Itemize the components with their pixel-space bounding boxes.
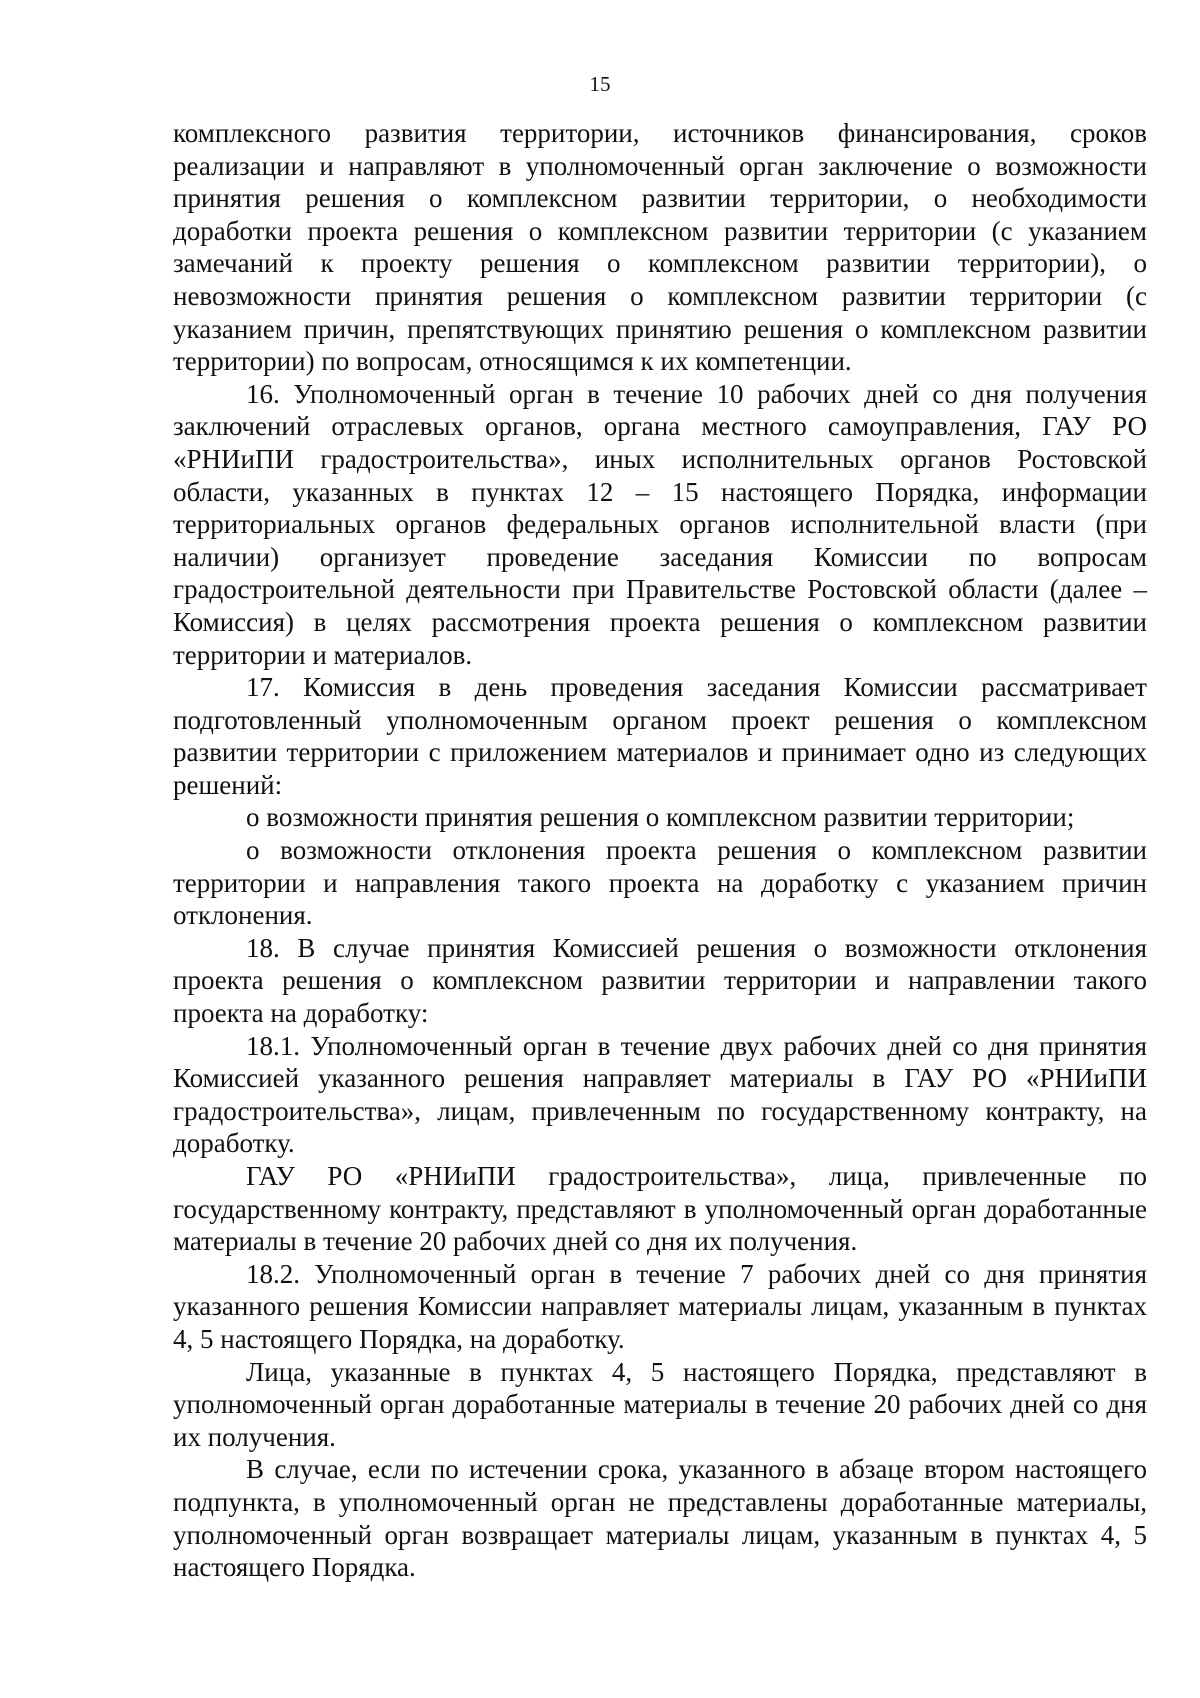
paragraph-item-17: 17. Комиссия в день проведения заседания Комиссии рассматривает подготовленный уполномоченным органом проект решения о комплексном развитии территории с приложением материалов и принимает одно из следующих решений: [173, 672, 1147, 800]
paragraph-item-16: 16. Уполномоченный орган в течение 10 рабочих дней со дня получения заключений отраслевых органов, органа местного самоуправления, ГАУ РО «РНИиПИ градостроительства», иных исполнительных органов Ростовской области, указанных в пунктах 12 – 15 настоящего Порядка, информации территориальных органов федеральных органов исполнительной власти (при наличии) организует проведение заседания Комиссии по вопросам градостроительной деятельности при Правительстве Ростовской области (далее – Комиссия) в целях рассмотрения проекта решения о комплексном развитии территории и материалов. [173, 378, 1147, 670]
paragraph-item-18: 18. В случае принятия Комиссией решения о возможности отклонения проекта решения о комплексном развитии территории и направлении такого проекта на доработку: [173, 932, 1147, 1029]
paragraph-item-18-2-return: Лица, указанные в пунктах 4, 5 настоящего Порядка, представляют в уполномоченный орган доработанные материалы в течение 20 рабочих дней со дня их получения. [173, 1356, 1147, 1452]
paragraph-item-18-1: 18.1. Уполномоченный орган в течение двух рабочих дней со дня принятия Комиссией указанного решения направляет материалы в ГАУ РО «РНИиПИ градостроительства», лицам, привлеченным по государственному контракту, на доработку. [173, 1030, 1147, 1159]
paragraph-item-18-1-return: ГАУ РО «РНИиПИ градостроительства», лица, привлеченные по государственному контракту, представляют в уполномоченный орган доработанные материалы в течение 20 рабочих дней со дня их получения. [173, 1161, 1147, 1257]
paragraph-option-approve: о возможности принятия решения о комплексном развитии территории; [246, 802, 1075, 833]
paragraph-continuation: комплексного развития территории, источников финансирования, сроков реализации и направляют в уполномоченный орган заключение о возможности принятия решения о комплексном развитии территории, о необходимости доработки проекта решения о комплексном развитии территории (с указанием замечаний к проекту решения о комплексном развитии территории), о невозможности принятия решения о комплексном развитии территории (с указанием причин, препятствующих принятию решения о комплексном развитии территории) по вопросам, относящимся к их компетенции. [173, 118, 1147, 377]
paragraph-option-reject: о возможности отклонения проекта решения о комплексном развитии территории и направления такого проекта на доработку с указанием причин отклонения. [173, 835, 1147, 931]
page-number: 15 [589, 72, 611, 96]
document-body [173, 117, 1147, 1584]
paragraph-item-18-2-expiry: В случае, если по истечении срока, указанного в абзаце втором настоящего подпункта, в уполномоченный орган не представлены доработанные материалы, уполномоченный орган возвращает материалы лицам, указанным в пунктах 4, 5 настоящего Порядка. [173, 1454, 1147, 1583]
paragraph-item-18-2: 18.2. Уполномоченный орган в течение 7 рабочих дней со дня принятия указанного решения Комиссии направляет материалы лицам, указанным в пунктах 4, 5 настоящего Порядка, на доработку. [173, 1258, 1147, 1354]
